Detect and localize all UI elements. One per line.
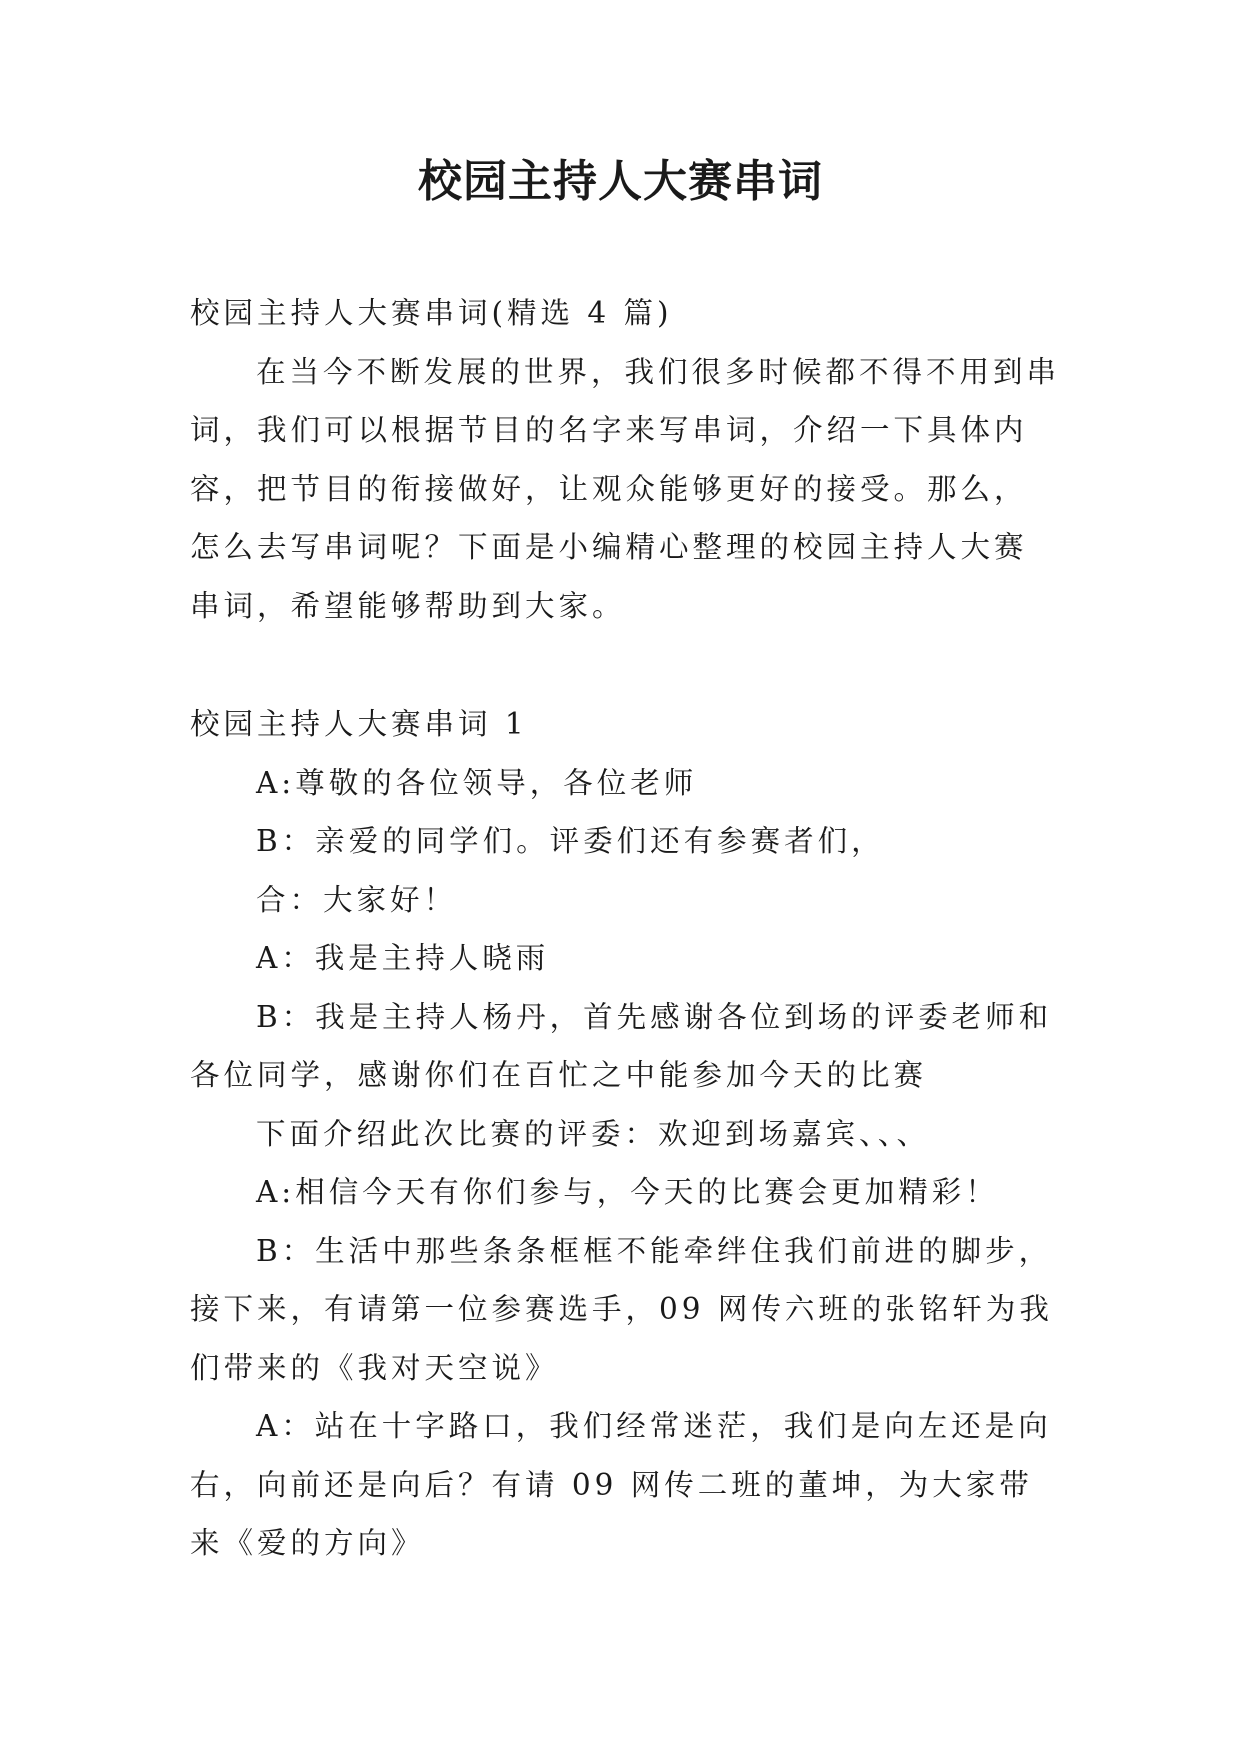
intro-paragraph: 在当今不断发展的世界，我们很多时候都不得不用到串词，我们可以根据节目的名字来写串词，介绍一下具体内容，把节目的衔接做好，让观众能够更好的接受。那么，怎么去写串词呢？下面是小编精心整理的校园主持人大赛串词，希望能够帮助到大家。	[190, 354, 1061, 623]
dialogue-paragraph: B：生活中那些条条框框不能牵绊住我们前进的脚步，接下来，有请第一位参赛选手，09 网传六班的张铭轩为我们带来的《我对天空说》	[190, 1233, 1053, 1385]
dialogue-paragraph: B：亲爱的同学们。评委们还有参赛者们，	[256, 824, 885, 858]
dialogue-paragraph: B：我是主持人杨丹，首先感谢各位到场的评委老师和各位同学，感谢你们在百忙之中能参加今天的比赛	[190, 999, 1053, 1092]
section-1	[190, 695, 1060, 1573]
dialogue-paragraph: A：站在十字路口，我们经常迷茫，我们是向左还是向右，向前还是向后？有请 09 网传二班的董坤，为大家带来《爱的方向》	[190, 1409, 1052, 1560]
section-heading: 校园主持人大赛串词 1	[190, 707, 528, 741]
dialogue-paragraph: 下面介绍此次比赛的评委：欢迎到场嘉宾、、、	[256, 1116, 931, 1151]
document-title: 校园主持人大赛串词	[418, 156, 823, 207]
document-subtitle: 校园主持人大赛串词(精选 4 篇)	[190, 296, 673, 330]
dialogue-paragraph: A：我是主持人晓雨	[256, 941, 550, 975]
dialogue-paragraph: A:尊敬的各位领导，各位老师	[256, 765, 698, 800]
intro-section	[190, 284, 1060, 635]
dialogue-paragraph: A:相信今天有你们参与，今天的比赛会更加精彩！	[256, 1175, 999, 1209]
dialogue-paragraph: 合：大家好！	[256, 882, 458, 917]
